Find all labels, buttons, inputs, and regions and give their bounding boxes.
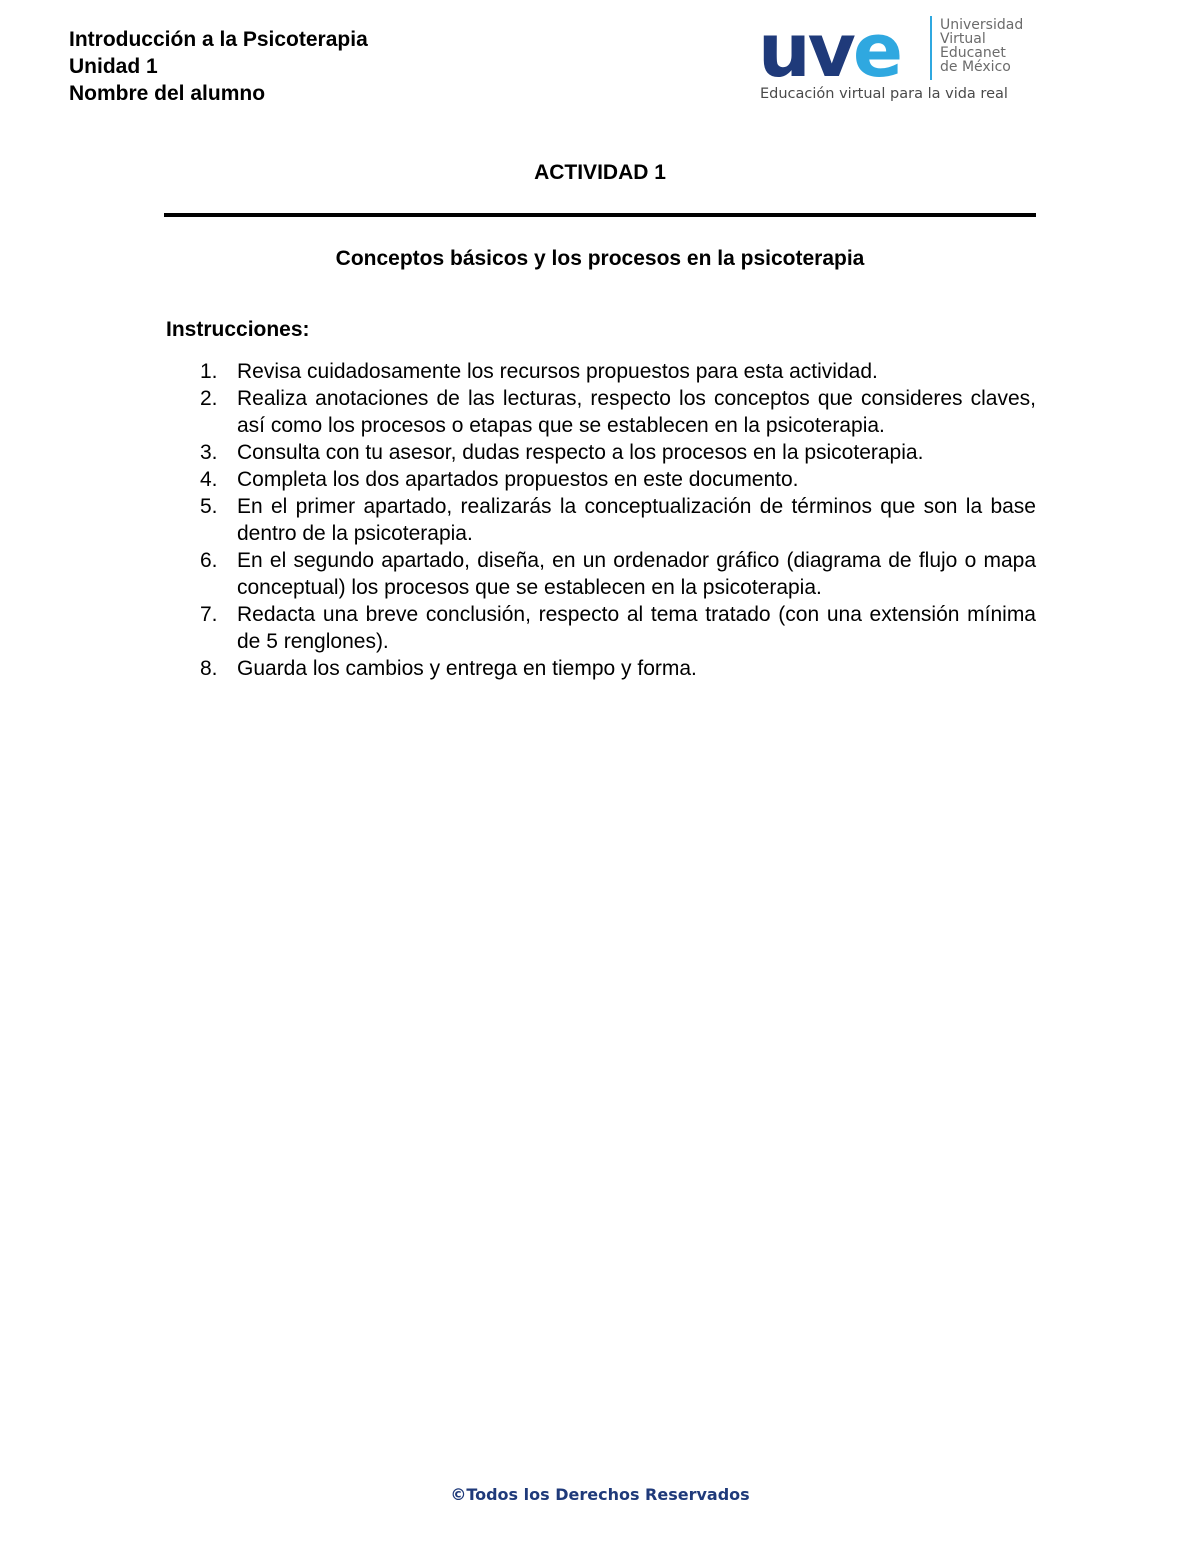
- instruction-item: [166, 466, 1036, 493]
- instruction-text: Revisa cuidadosamente los recursos propuestos para esta actividad.: [237, 360, 878, 383]
- logo-name-line: Educanet: [940, 45, 1006, 61]
- instruction-item: [166, 493, 1036, 547]
- unit-label: Unidad 1: [69, 55, 158, 78]
- horizontal-rule: [164, 213, 1036, 217]
- instruction-item: [166, 358, 1036, 385]
- student-name: Nombre del alumno: [69, 82, 266, 105]
- instruction-text: Realiza anotaciones de las lecturas, respecto los conceptos que consideres claves, así como los procesos o etapas que se establecen en la psicoterapia.: [237, 387, 1036, 437]
- instruction-text: Consulta con tu asesor, dudas respecto a los procesos en la psicoterapia.: [237, 441, 924, 464]
- instruction-text: Redacta una breve conclusión, respecto al tema tratado (con una extensión mínima de 5 renglones).: [237, 603, 1036, 653]
- instruction-text: Guarda los cambios y entrega en tiempo y forma.: [237, 657, 697, 680]
- logo-institution-name: [940, 18, 1023, 74]
- logo-name-line: de México: [940, 59, 1011, 75]
- logo-divider: [930, 16, 932, 80]
- uve-logo: [758, 8, 1038, 106]
- instruction-number: 5.: [200, 495, 218, 518]
- instruction-number: 7.: [200, 603, 218, 626]
- instruction-number: 6.: [200, 549, 218, 572]
- activity-subtitle: Conceptos básicos y los procesos en la psicoterapia: [335, 247, 865, 270]
- logo-name-line: Virtual: [940, 31, 986, 47]
- instruction-text: En el segundo apartado, diseña, en un ordenador gráfico (diagrama de flujo o mapa conceptual) los procesos que se establecen en la psicoterapia.: [237, 549, 1036, 599]
- logo-tagline: Educación virtual para la vida real: [760, 86, 1008, 102]
- instruction-item: [166, 547, 1036, 601]
- logo-uv: uv: [758, 8, 853, 94]
- instruction-text: En el primer apartado, realizarás la conceptualización de términos que son la base dentro de la psicoterapia.: [237, 495, 1036, 545]
- instruction-item: [166, 655, 1036, 682]
- instruction-number: 1.: [200, 360, 218, 383]
- footer-copyright: ©Todos los Derechos Reservados: [450, 1485, 750, 1504]
- instruction-item: [166, 385, 1036, 439]
- document-header: [69, 26, 368, 107]
- instruction-number: 3.: [200, 441, 218, 464]
- logo-wordmark: [758, 8, 901, 94]
- course-title: Introducción a la Psicoterapia: [69, 28, 368, 51]
- instruction-item: [166, 439, 1036, 466]
- instruction-item: [166, 601, 1036, 655]
- activity-title: ACTIVIDAD 1: [534, 161, 666, 184]
- logo-e: e: [852, 8, 901, 94]
- instruction-number: 4.: [200, 468, 218, 491]
- logo-name-line: Universidad: [940, 17, 1024, 33]
- instruction-number: 8.: [200, 657, 218, 680]
- instruction-number: 2.: [200, 387, 218, 410]
- instructions-heading: Instrucciones:: [166, 318, 310, 341]
- instructions-list: [166, 358, 1036, 682]
- instruction-text: Completa los dos apartados propuestos en este documento.: [237, 468, 799, 491]
